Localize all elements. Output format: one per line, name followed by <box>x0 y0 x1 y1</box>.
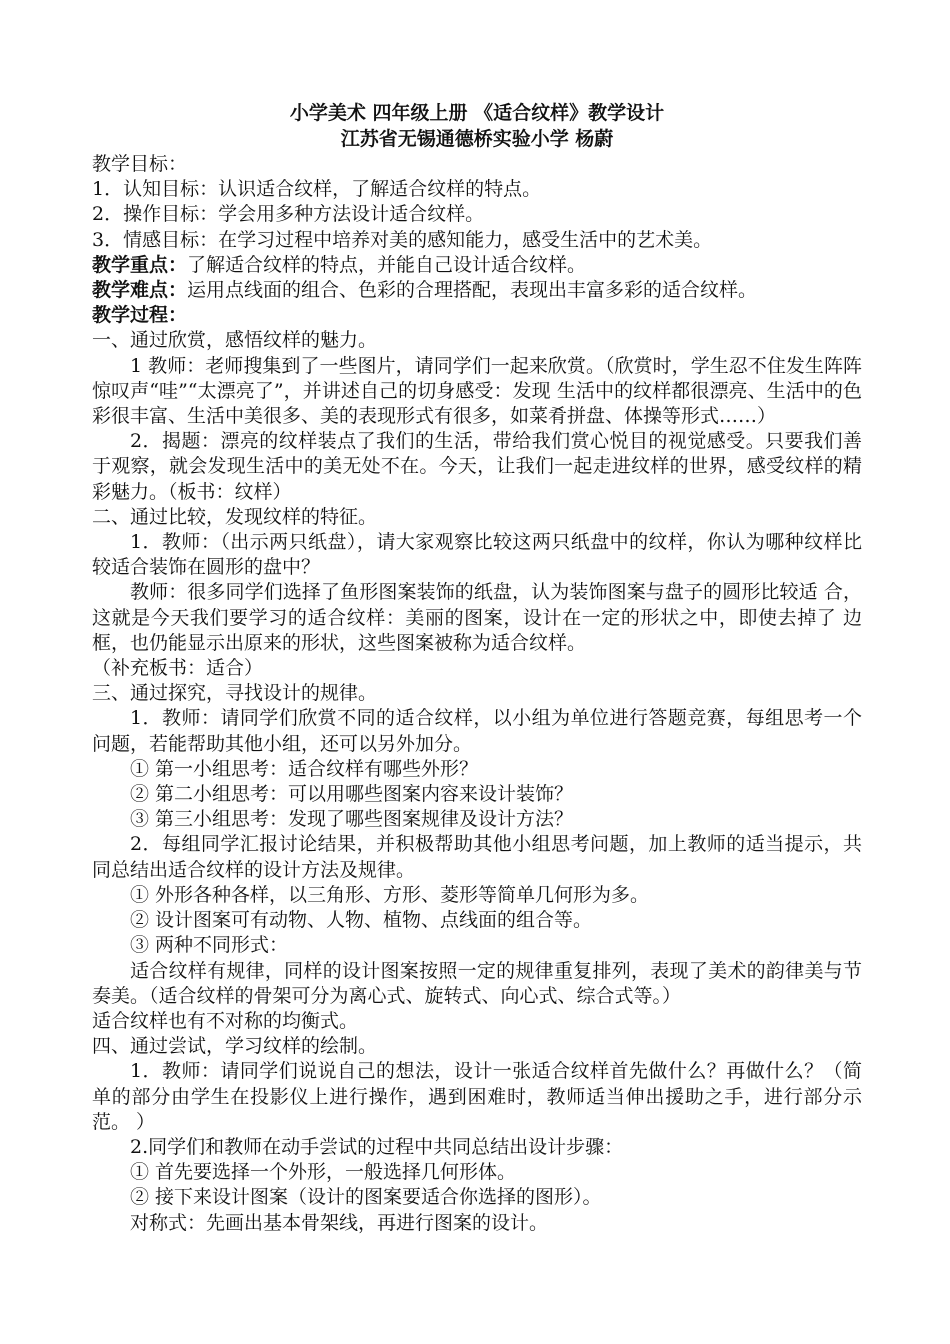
difficult-point <box>92 278 862 303</box>
paragraph: 1 教师：老师搜集到了一些图片，请同学们一起来欣赏。（欣赏时，学生忍不住发生阵阵惊叹声“哇”“太漂亮了”，并讲述自己的切身感受：发现 生活中的纹样都很漂亮、生活中的色彩很丰富、生活中美很多、美的表现形式有很多，如菜肴拼盘、体操等形式……） <box>92 354 862 428</box>
list-item: ② 第二小组思考：可以用哪些图案内容来设计装饰？ <box>130 783 574 806</box>
list-item: ① 第一小组思考：适合纹样有哪些外形？ <box>130 757 479 780</box>
difficult-point-text: 运用点线面的组合、色彩的合理搭配，表现出丰富多彩的适合纹样。 <box>187 279 758 302</box>
list-item: ② 设计图案可有动物、人物、植物、点线面的组合等。 <box>130 909 593 932</box>
paragraph: 适合纹样也有不对称的均衡式。 <box>92 1009 359 1032</box>
list-item: ③ 第三小组思考：发现了哪些图案规律及设计方法？ <box>130 808 574 831</box>
paragraph: 教师：很多同学们选择了鱼形图案装饰的纸盘，认为装饰图案与盘子的圆形比较适 合，这就是今天我们要学习的适合纹样：美丽的图案，设计在一定的形状之中，即使去掉了 边框，也仍能显示出原来的形状，这些图案被称为适合纹样。 <box>92 581 862 654</box>
section-heading: 四、通过尝试，学习纹样的绘制。 <box>92 1035 378 1058</box>
paragraph: 适合纹样有规律，同样的设计图案按照一定的规律重复排列，表现了美术的韵律美与节奏美。（适合纹样的骨架可分为离心式、旋转式、向心式、综合式等。） <box>92 959 862 1007</box>
goal-item: 2．操作目标：学会用多种方法设计适合纹样。 <box>92 203 485 226</box>
list-item: ③ 两种不同形式： <box>130 934 289 957</box>
key-point-text: 了解适合纹样的特点，并能自己设计适合纹样。 <box>187 253 587 276</box>
document-author: 江苏省无锡通德桥实验小学 杨蔚 <box>340 128 614 150</box>
goal-item: 1．认知目标：认识适合纹样，了解适合纹样的特点。 <box>92 178 542 201</box>
paragraph: 2．每组同学汇报讨论结果，并积极帮助其他小组思考问题，加上教师的适当提示，共同总结出适合纹样的设计方法及规律。 <box>92 833 862 881</box>
paragraph: 2．揭题：漂亮的纹样装点了我们的生活，带给我们赏心悦目的视觉感受。只要我们善于观察，就会发现生活中的美无处不在。今天，让我们一起走进纹样的世界，感受纹样的精 彩魅力。（板书：纹样） <box>92 430 862 503</box>
difficult-point-label: 教学难点： <box>92 279 188 302</box>
section-heading: 一、通过欣赏，感悟纹样的魅力。 <box>92 329 378 352</box>
paragraph: 对称式：先画出基本骨架线，再进行图案的设计。 <box>130 1211 549 1234</box>
goal-item: 3．情感目标：在学习过程中培养对美的感知能力，感受生活中的艺术美。 <box>92 228 713 251</box>
list-item: ① 外形各种各样，以三角形、方形、菱形等简单几何形为多。 <box>130 883 650 906</box>
section-heading: 二、通过比较，发现纹样的特征。 <box>92 505 378 528</box>
paragraph: 2.同学们和教师在动手尝试的过程中共同总结出设计步骤： <box>130 1135 624 1158</box>
document-page <box>92 100 862 1236</box>
section-heading: 三、通过探究，寻找设计的规律。 <box>92 682 378 705</box>
key-point-label: 教学重点： <box>92 253 188 276</box>
goals-heading: 教学目标： <box>92 153 188 175</box>
key-point <box>92 253 862 278</box>
paragraph: 1．教师：请同学们欣赏不同的适合纹样，以小组为单位进行答题竞赛，每组思考一个问题，若能帮助其他小组，还可以另外加分。 <box>92 707 862 755</box>
paragraph: 1．教师：（出示两只纸盘），请大家观察比较这两只纸盘中的纹样，你认为哪种纹样比较适合装饰在圆形的盘中？ <box>92 531 862 579</box>
list-item: ① 首先要选择一个外形，一般选择几何形体。 <box>130 1161 517 1184</box>
paragraph: （补充板书：适合） <box>92 657 264 680</box>
document-title: 小学美术 四年级上册 《适合纹样》教学设计 <box>289 102 665 124</box>
process-heading: 教学过程： <box>92 304 188 327</box>
list-item: ② 接下来设计图案（设计的图案要适合你选择的图形）。 <box>130 1186 602 1209</box>
paragraph: 1．教师：请同学们说说自己的想法，设计一张适合纹样首先做什么？再做什么？（简单的部分由学生在投影仪上进行操作，遇到困难时，教师适当伸出援助之手，进行部分示范。 ） <box>92 1060 862 1133</box>
